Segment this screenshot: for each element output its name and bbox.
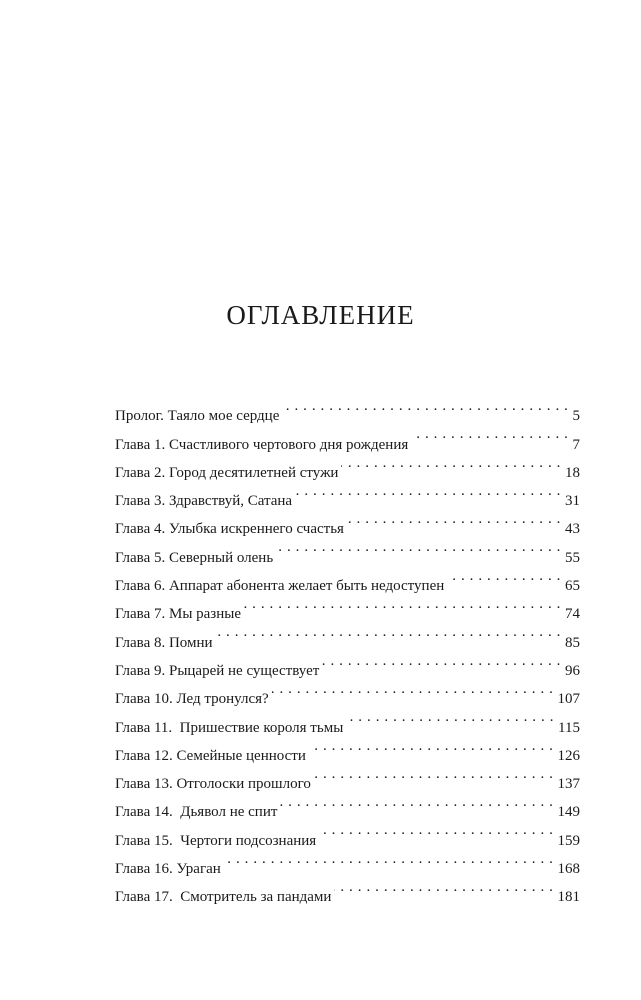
dot-leader [319,816,553,844]
table-of-contents [115,392,580,906]
toc-entry-label: Глава 15. Чертоги подсознания [115,832,317,849]
toc-entry-page: 137 [557,776,580,793]
dot-leader [280,788,553,816]
toc-entry-page: 43 [565,521,580,538]
toc-entry [115,392,580,425]
toc-entry-page: 168 [557,861,580,878]
toc-entry-label: Глава 11. Пришествие короля тьмы [115,719,344,736]
dot-leader [447,562,561,590]
toc-entry-page: 85 [565,634,580,651]
toc-entry-label: Глава 4. Улыбка искреннего счастья [115,521,344,538]
toc-entry-label: Глава 6. Аппарат абонента желает быть недоступен [115,578,445,595]
dot-leader [346,703,554,731]
toc-entry-page: 31 [565,493,580,510]
dot-leader [216,618,561,646]
toc-entry-label: Глава 5. Северный олень [115,549,274,566]
toc-entry-page: 96 [565,662,580,679]
toc-entry-label: Глава 1. Счастливого чертового дня рождения [115,436,409,453]
toc-entry-page: 7 [572,436,580,453]
page-title: ОГЛАВЛЕНИЕ [226,300,415,330]
toc-entry-label: Глава 7. Мы разные [115,606,241,623]
toc-entry-label: Глава 8. Помни [115,634,213,651]
toc-entry-page: 181 [557,889,580,906]
toc-entry-page: 126 [557,747,580,764]
toc-entry-label: Глава 16. Ураган [115,861,221,878]
toc-entry-page: 65 [565,578,580,595]
toc-entry-label: Глава 10. Лед тронулся? [115,691,269,708]
toc-entry-label: Глава 9. Рыцарей не существует [115,662,320,679]
dot-leader [295,477,561,505]
toc-entry-page: 115 [558,719,580,736]
toc-entry-page: 149 [557,804,580,821]
toc-entry-label: Глава 12. Семейные ценности [115,747,306,764]
dot-leader [282,392,568,420]
dot-leader [309,732,554,760]
toc-entry-page: 5 [572,408,580,425]
dot-leader [224,845,554,873]
toc-entry-label: Глава 2. Город десятилетней стужи [115,464,339,481]
toc-entry-page: 74 [565,606,580,623]
dot-leader [244,590,561,618]
toc-entry-label: Глава 13. Отголоски прошлого [115,776,311,793]
dot-leader [314,760,554,788]
dot-leader [341,449,561,477]
dot-leader [411,420,568,448]
toc-entry-page: 18 [565,464,580,481]
toc-entry-page: 55 [565,549,580,566]
dot-leader [347,505,561,533]
dot-leader [272,675,554,703]
toc-entry-label: Глава 17. Смотритель за пандами [115,889,332,906]
toc-entry-label: Глава 14. Дьявол не спит [115,804,278,821]
dot-leader [276,533,561,561]
dot-leader [322,647,561,675]
toc-entry-label: Глава 3. Здравствуй, Сатана [115,493,293,510]
toc-entry-label: Пролог. Таяло мое сердце [115,408,280,425]
toc-entry-page: 159 [557,832,580,849]
dot-leader [334,873,553,901]
toc-entry-page: 107 [557,691,580,708]
